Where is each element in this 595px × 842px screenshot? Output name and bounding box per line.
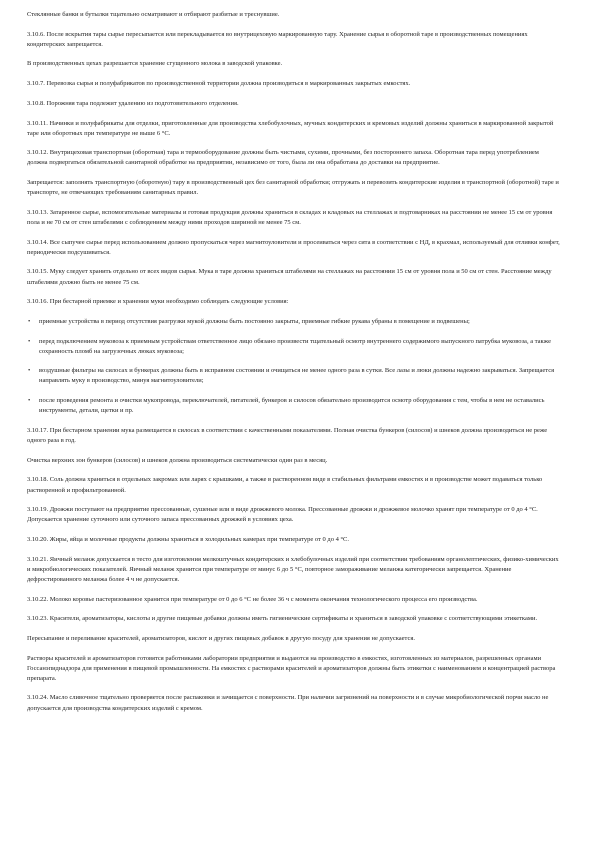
paragraph: Пересыпание и переливание красителей, ароматизаторов, кислот и других пищевых добавок в другую посуду для хранения не допускается. (27, 634, 415, 642)
paragraph: 3.10.14. Все сыпучее сырье перед использованием должно пропускаться через магнитоуловители и просеиваться через сита в соответствии с НД, в крахмал, используемый для отливки конфет, периодически подсушиваться. (27, 238, 560, 256)
bullet-paragraph: • воздушные фильтры на силосах и бункерах должны быть в исправном состоянии и очищаться не менее одного раза в сутки. Все лазы и люки должны надежно закрываться. Запрещается направлять муку в производство, минуя магнитоуловители; (27, 366, 561, 386)
paragraph: Запрещается: заполнять транспортную (оборотную) тару в производственный цех без санитарной обработки; отгружать и перевозить кондитерские изделия в транспортной (оборотной) таре и транспорте, не отвечающих требованиям санитарных правил. (27, 179, 559, 197)
paragraph: 3.10.6. После вскрытия тары сырье пересыпается или перекладывается во внутрицеховую маркированную тару. Хранение сырья в оборотной таре в производственных помещениях кондитерских запрещается. (27, 30, 528, 48)
paragraph: 3.10.12. Внутрицеховая транспортная (оборотная) тара и термооборудование должны быть чистыми, сухими, прочными, без постороннего запаха. Оборотная тара перед употреблением должна подвергаться обязательной санитарной обработке на предприятии, независимо от того, была ли она обработана до доставки на предприятие. (27, 149, 539, 167)
paragraph: 3.10.15. Муку следует хранить отдельно от всех видов сырья. Мука в таре должна храниться штабелями на стеллажах на расстоянии 15 см от уровня пола и 50 см от стен. Расстояние между штабелями должно быть не менее 75 см. (27, 268, 552, 286)
paragraph: Очистка верхних зон бункеров (силосов) и шнеков должна производиться систематически один раз в месяц. (27, 456, 328, 464)
bullet-paragraph: • приемные устройства в период отсутствия разгрузки мукой должны быть постоянно закрыты, приемные гибкие рукава убраны в помещение и подвешены; (27, 317, 561, 327)
paragraph: 3.10.24. Масло сливочное тщательно проверяется после распаковки и зачищается с поверхности. При наличии загрязнений на поверхности и в случае микробиологической порчи масло не допускается для производства кондитерских изделий с кремом. (27, 694, 549, 712)
paragraph: 3.10.8. Порожняя тара подлежит удалению из подготовительного отделения. (27, 99, 239, 107)
document-body (27, 10, 561, 714)
paragraph: 3.10.11. Начинки и полуфабрикаты для отделки, приготовленные для производства хлебобулочных, мучных кондитерских и кремовых изделий должны храниться в маркированной закрытой таре или оборотных при температуре не выше 6 °C. (27, 119, 554, 137)
paragraph: 3.10.21. Яичный меланж допускается в тесто для изготовления мелкоштучных кондитерских и хлебобулочных изделий при соответствии требованиям органолептических, физико-химических и микробиологических показателей. Яичный меланж хранится при температуре от минус 6 до 5 °C, повторное замораживание меланжа категорически запрещается. Хранение дефростированного меланжа более 4 ч не допускается. (27, 555, 559, 583)
paragraph: 3.10.22. Молоко коровье пастеризованное хранится при температуре от 0 до 6 °C не более 36 ч с момента окончания технологического процесса его производства. (27, 595, 478, 603)
paragraph: Растворы красителей и ароматизаторов готовятся работниками лаборатории предприятия и выдаются на производство в емкостях, изготовленных из материалов, разрешенных органами Госсанэпиднадзора для применения в пищевой промышленности. На емкостях с растворами красителей и ароматизаторов должны быть этикетки с наименованием и концентрацией раствора препарата. (27, 654, 556, 682)
paragraph: 3.10.17. При бестарном хранении мука размещается в силосах в соответствии с качественными показателями. Полная очистка бункеров (силосов) и шнеков должна производиться не реже одного раза в год. (27, 426, 548, 445)
bullet-paragraph: • после проведения ремонта и очистки мукопровода, переключателей, питателей, бункеров и силосов обязательно производится осмотр оборудования с тем, чтобы в нем не оставались инструменты, детали, щетки и пр. (27, 396, 561, 416)
paragraph: 3.10.23. Красители, ароматизаторы, кислоты и другие пищевые добавки должны иметь гигиенические сертификаты и храниться в заводской упаковке с соответствующими этикетками. (27, 615, 538, 623)
paragraph: 3.10.16. При бестарной приемке и хранении муки необходимо соблюдать следующие условия: (27, 298, 289, 306)
paragraph: Стеклянные банки и бутылки тщательно осматривают и отбирают разбитые и треснувшие. (27, 11, 280, 18)
paragraph: 3.10.7. Перевозка сырья и полуфабрикатов по производственной территории должна производиться в маркированных закрытых емкостях. (27, 80, 411, 88)
bullet-paragraph: • перед подключением муковоза к приемным устройствам ответственное лицо обязано произвести тщательный осмотр внутреннего содержимого выпускного патрубка муковоза, а также сохранность пломб на загрузочных люках муковоза; (27, 337, 561, 357)
paragraph: 3.10.19. Дрожжи поступают на предприятие прессованные, сушеные или в виде дрожжевого молока. Прессованные дрожжи и дрожжевое молочко хранят при температуре от 0 до 4 °C. Допускается хранение суточного или суточного запаса прессованных дрожжей в условиях цеха. (27, 506, 538, 524)
paragraph: 3.10.18. Соль должна храниться в отдельных закромах или ларях с крышками, а также в растворенном виде в стабильных фильтрами емкостях и в производстве может подаваться только растворенной и профильтрованной. (27, 476, 543, 494)
paragraph: В производственных цехах разрешается хранение сгущенного молока в заводской упаковке. (27, 60, 283, 68)
paragraph: 3.10.20. Жиры, яйца и молочные продукты должны храниться в холодильных камерах при температуре от 0 до 4 °C. (27, 535, 350, 543)
paragraph: 3.10.13. Затаренное сырье, вспомогательные материалы и готовая продукция должны храниться в складах и кладовых на стеллажах и подтоварниках на расстоянии не менее 15 см от уровня пола и не 70 см от стен штабелями с соблюдением между ними проходов шириной не менее 75 см. (27, 208, 553, 226)
